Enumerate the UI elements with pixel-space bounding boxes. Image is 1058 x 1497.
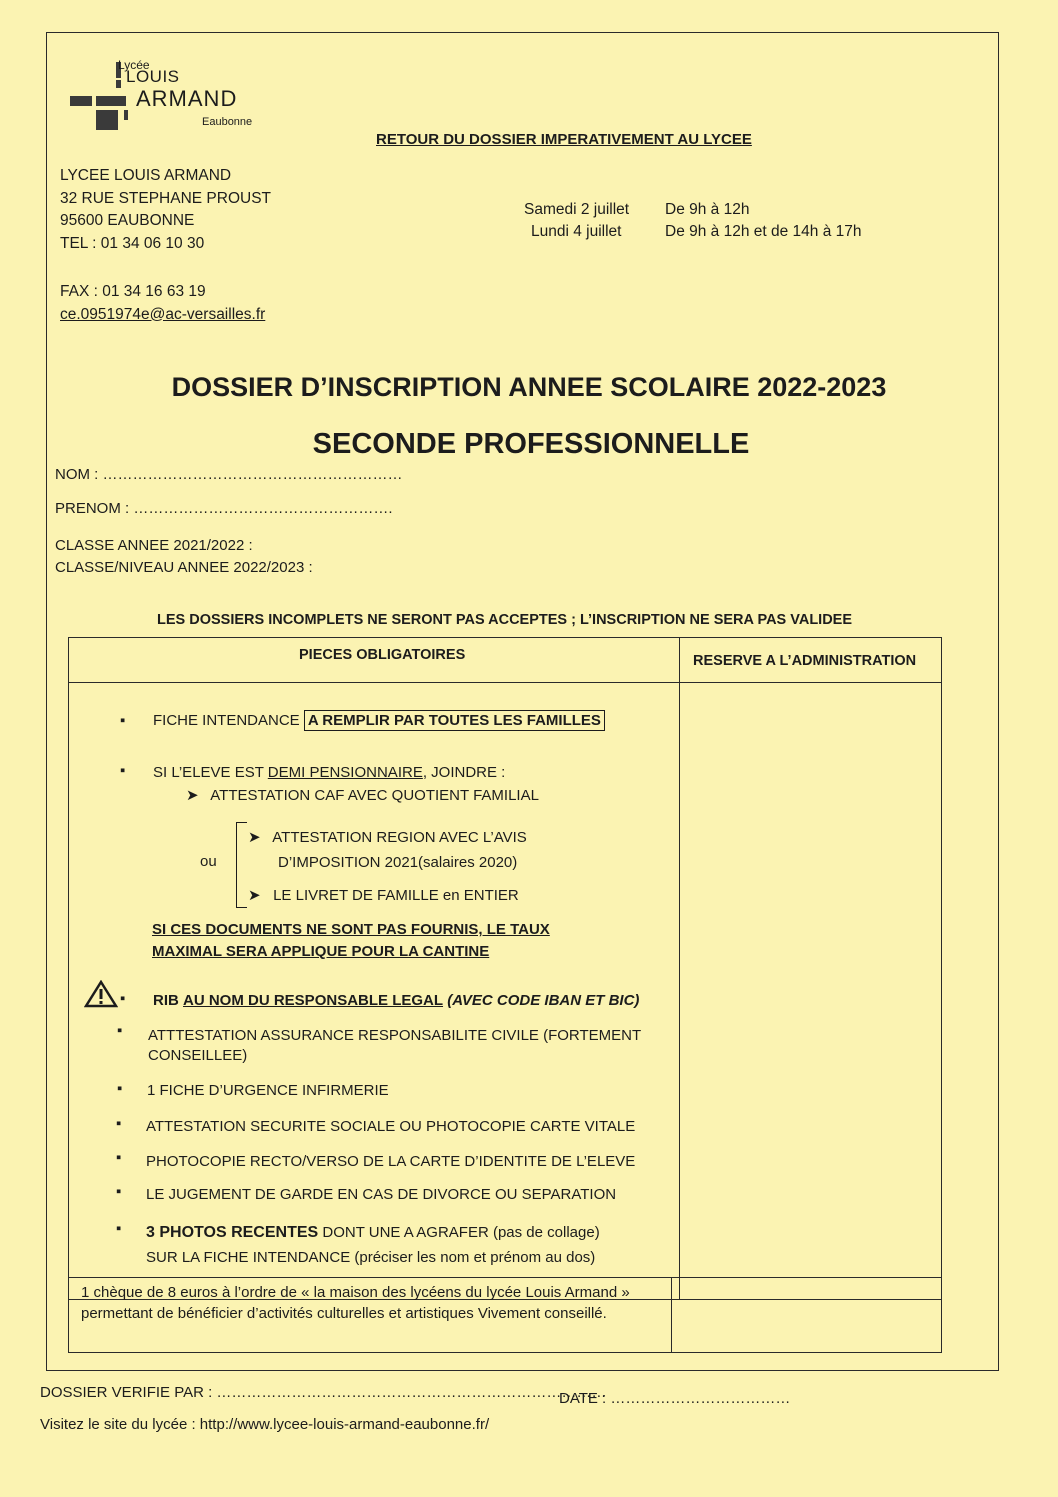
page-title: DOSSIER D’INSCRIPTION ANNEE SCOLAIRE 2022-2023 <box>171 372 887 402</box>
item-rib-a: RIB <box>153 992 179 1009</box>
school-city: 95600 EAUBONNE <box>60 212 195 229</box>
logo-line1: Lycée <box>118 58 150 72</box>
item-fiche-note: A REMPLIR PAR TOUTES LES FAMILLES <box>304 710 605 731</box>
logo-line2: LOUIS <box>126 67 180 86</box>
item-rib-c: (AVEC CODE IBAN ET BIC) <box>447 992 640 1009</box>
table-header-line <box>69 682 941 683</box>
item-assurance-2: CONSEILLEE) <box>148 1047 248 1064</box>
logo-bar <box>124 110 128 120</box>
schedule-row <box>524 221 862 243</box>
arrow-icon: ➤ <box>186 787 199 804</box>
logo-line3: ARMAND <box>136 86 238 111</box>
item-fiche-label: FICHE INTENDANCE <box>153 712 300 729</box>
taux-notice-2: MAXIMAL SERA APPLIQUE POUR LA CANTINE <box>152 943 490 960</box>
classe-next-field[interactable]: CLASSE/NIVEAU ANNEE 2022/2023 : <box>55 559 313 576</box>
return-notice: RETOUR DU DOSSIER IMPERATIVEMENT AU LYCEE <box>376 131 752 148</box>
bullet: ▪ <box>120 712 126 729</box>
or-label: ou <box>200 853 217 870</box>
school-fax: FAX : 01 34 16 63 19 <box>60 283 206 300</box>
warning-triangle-icon <box>84 980 118 1008</box>
bullet: ▪ <box>116 1149 122 1166</box>
cheque-divider <box>671 1278 672 1352</box>
item-rib <box>153 992 639 1009</box>
logo-bar <box>70 96 92 106</box>
item-region-2b: (salaires 2020) <box>418 854 518 871</box>
nom-field[interactable]: NOM : …………………………………………………… <box>55 466 403 483</box>
schedule-row <box>524 199 862 221</box>
incomplete-warning: LES DOSSIERS INCOMPLETS NE SERONT PAS ACCEPTES ; L’INSCRIPTION NE SERA PAS VALIDEE <box>157 612 853 628</box>
table-divider <box>679 638 680 1299</box>
item-rib-b: AU NOM DU RESPONSABLE LEGAL <box>183 992 444 1009</box>
item-demi-c: , JOINDRE : <box>422 764 506 781</box>
cheque-box <box>68 1277 942 1353</box>
item-photos-a: 3 PHOTOS RECENTES <box>146 1224 319 1241</box>
school-name: LYCEE LOUIS ARMAND <box>60 167 232 184</box>
school-email-link[interactable]: ce.0951974e@ac-versailles.fr <box>60 305 266 323</box>
item-caf <box>186 786 539 804</box>
bullet: ▪ <box>116 1115 122 1132</box>
item-assurance-1: ATTTESTATION ASSURANCE RESPONSABILITE CIVILE (FORTEMENT <box>148 1027 642 1044</box>
item-region-2a: D’IMPOSITION 2021 <box>278 854 419 871</box>
bullet: ▪ <box>120 762 126 779</box>
schedule-hours: De 9h à 12h <box>665 201 750 218</box>
item-identite: PHOTOCOPIE RECTO/VERSO DE LA CARTE D’IDENTITE DE L’ELEVE <box>146 1153 636 1170</box>
arrow-icon: ➤ <box>248 829 261 846</box>
prenom-field[interactable]: PRENOM : ……………………………………………. <box>55 500 393 517</box>
school-address <box>60 165 271 255</box>
school-contact <box>60 281 265 326</box>
item-livret <box>248 886 519 904</box>
item-photos-2: SUR LA FICHE INTENDANCE (préciser les nom et prénom au dos) <box>146 1249 596 1266</box>
schedule-day: Samedi 2 juillet <box>524 201 630 218</box>
item-region-1: ATTESTATION REGION AVEC L’AVIS <box>272 829 527 846</box>
item-photos <box>146 1224 600 1242</box>
schedule-day: Lundi 4 juillet <box>531 223 622 240</box>
bullet: ▪ <box>116 1220 122 1237</box>
item-demi-a: SI L’ELEVE EST <box>153 764 264 781</box>
logo-bar <box>96 110 118 130</box>
website-link[interactable]: Visitez le site du lycée : http://www.lycee-louis-armand-eaubonne.fr/ <box>40 1416 490 1433</box>
cheque-text: 1 chèque de 8 euros à l’ordre de « la maison des lycéens du lycée Louis Armand » permettant de bénéficier d’activités culturelles et artistiques Vivement conseillé. <box>81 1284 630 1322</box>
item-livret-label: LE LIVRET DE FAMILLE en ENTIER <box>273 887 519 904</box>
item-region-line2 <box>278 854 517 871</box>
verified-by-field[interactable]: DOSSIER VERIFIE PAR : …………………………………………………………………… <box>40 1384 607 1401</box>
item-jugement: LE JUGEMENT DE GARDE EN CAS DE DIVORCE OU SEPARATION <box>146 1186 617 1203</box>
bullet: ▪ <box>117 1022 123 1039</box>
logo-line4: Eaubonne <box>202 116 253 128</box>
logo-bar <box>116 80 121 88</box>
item-demi-b: DEMI PENSIONNAIRE <box>267 764 423 781</box>
item-fiche-intendance <box>153 712 605 729</box>
arrow-icon: ➤ <box>248 887 261 904</box>
item-photos-b: DONT UNE A AGRAFER (pas de collage) <box>322 1224 600 1241</box>
item-demi-pension <box>153 764 505 781</box>
schedule <box>524 199 862 243</box>
school-logo <box>66 58 276 138</box>
item-secu: ATTESTATION SECURITE SOCIALE OU PHOTOCOPIE CARTE VITALE <box>146 1118 636 1135</box>
item-region <box>248 828 527 846</box>
brace <box>236 822 247 908</box>
taux-notice-1: SI CES DOCUMENTS NE SONT PAS FOURNIS, LE TAUX <box>152 921 550 938</box>
col-admin-header: RESERVE A L’ADMINISTRATION <box>693 653 917 669</box>
bullet: ▪ <box>120 990 126 1007</box>
classe-prev-field[interactable]: CLASSE ANNEE 2021/2022 : <box>55 537 253 554</box>
bullet: ▪ <box>116 1183 122 1200</box>
date-field[interactable]: DATE : ……………………………… <box>559 1390 791 1407</box>
school-street: 32 RUE STEPHANE PROUST <box>60 189 272 207</box>
col-pieces-header: PIECES OBLIGATOIRES <box>299 647 466 663</box>
logo-bar <box>96 96 126 106</box>
page-subtitle: SECONDE PROFESSIONNELLE <box>312 428 750 460</box>
schedule-hours: De 9h à 12h et de 14h à 17h <box>665 223 862 240</box>
item-caf-label: ATTESTATION CAF AVEC QUOTIENT FAMILIAL <box>210 787 539 804</box>
bullet: ▪ <box>117 1080 123 1097</box>
item-urgence: 1 FICHE D’URGENCE INFIRMERIE <box>147 1082 389 1099</box>
school-tel: TEL : 01 34 06 10 30 <box>60 234 205 252</box>
